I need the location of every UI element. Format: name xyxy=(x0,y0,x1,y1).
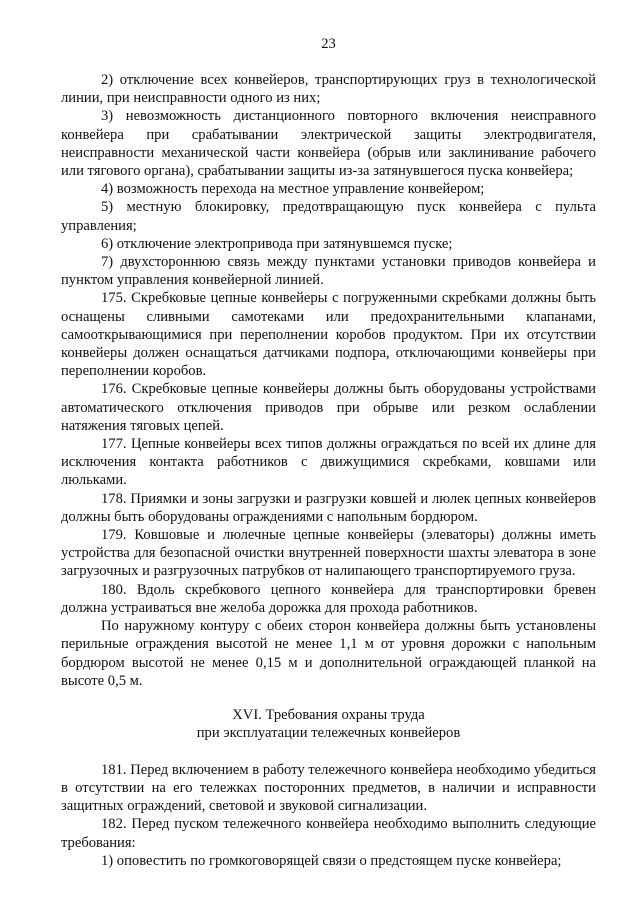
paragraph-clause-179: 179. Ковшовые и люлечные цепные конвейеры (элеваторы) должны иметь устройства для безопасной очистки внутренней поверхности шахты элеватора в зоне загрузочных и разгрузочных патрубков от налипающего транспортируемого груза. xyxy=(61,527,596,580)
paragraph-item-7: 7) двухстороннюю связь между пунктами установки приводов конвейера и пунктом управления конвейерной линией. xyxy=(61,254,596,289)
paragraph-clause-180: 180. Вдоль скребкового цепного конвейера для транспортировки бревен должна устраиваться вне желоба дорожка для прохода работников. xyxy=(61,581,596,616)
paragraph-item-5: 5) местную блокировку, предотвращающую пуск конвейера с пульта управления; xyxy=(61,199,596,234)
paragraph-item-6: 6) отключение электропривода при затянувшемся пуске; xyxy=(101,235,453,252)
section-heading xyxy=(61,706,596,743)
paragraph-item-2: 2) отключение всех конвейеров, транспортирующих груз в технологической линии, при неисправности одного из них; xyxy=(61,72,596,107)
paragraph-clause-177: 177. Цепные конвейеры всех типов должны ограждаться по всей их длине для исключения контакта работников с движущимися скребками, ковшами или люльками. xyxy=(61,436,596,489)
paragraph-clause-181: 181. Перед включением в работу тележечного конвейера необходимо убедиться в отсутствии на его тележках посторонних предметов, в наличии и исправности защитных ограждений, световой и звуковой сигнализации. xyxy=(61,761,596,815)
paragraph-item-1: 1) оповестить по громкоговорящей связи о предстоящем пуске конвейера; xyxy=(101,852,562,869)
paragraph-item-3: 3) невозможность дистанционного повторного включения неисправного конвейера при срабатывании электрической защиты электродвигателя, неисправности механической части конвейера (обрыв или заклинивание рабочего или тягового органа), срабатывании защиты из-за затянувшегося пуска конвейера; xyxy=(61,108,596,180)
paragraph-clause-176: 176. Скребковые цепные конвейеры должны быть оборудованы устройствами автоматического отключения приводов при обрыве или резком ослаблении натяжения тяговых цепей. xyxy=(61,381,596,434)
paragraph-clause-178: 178. Приямки и зоны загрузки и разгрузки ковшей и люлек цепных конвейеров должны быть оборудованы ограждениями с напольным бордюром. xyxy=(61,490,596,525)
paragraph-item-4: 4) возможность перехода на местное управление конвейером; xyxy=(101,181,485,198)
paragraph-clause-180-continued: По наружному контуру с обеих сторон конвейера должны быть установлены перильные ограждения высотой не менее 1,1 м от уровня дорожки с напольным бордюром высотой не менее 0,15 м и дополнительной ограждающей планкой на высоте 0,5 м. xyxy=(61,618,596,689)
section-heading-line-2: при эксплуатации тележечных конвейеров xyxy=(196,725,461,742)
paragraph-clause-175: 175. Скребковые цепные конвейеры с погруженными скребками должны быть оснащены сливными самотеками или предохранительными клапанами, самооткрывающимися при переполнении коробов продуктом. При их отсутствии конвейеры должен оснащаться датчиками подпора, отключающими конвейеры при переполнении коробов. xyxy=(61,290,596,380)
paragraph-clause-182: 182. Перед пуском тележечного конвейера необходимо выполнить следующие требования: xyxy=(61,816,596,851)
section-heading-line-1: XVI. Требования охраны труда xyxy=(232,706,425,723)
page-number: 23 xyxy=(321,36,336,52)
